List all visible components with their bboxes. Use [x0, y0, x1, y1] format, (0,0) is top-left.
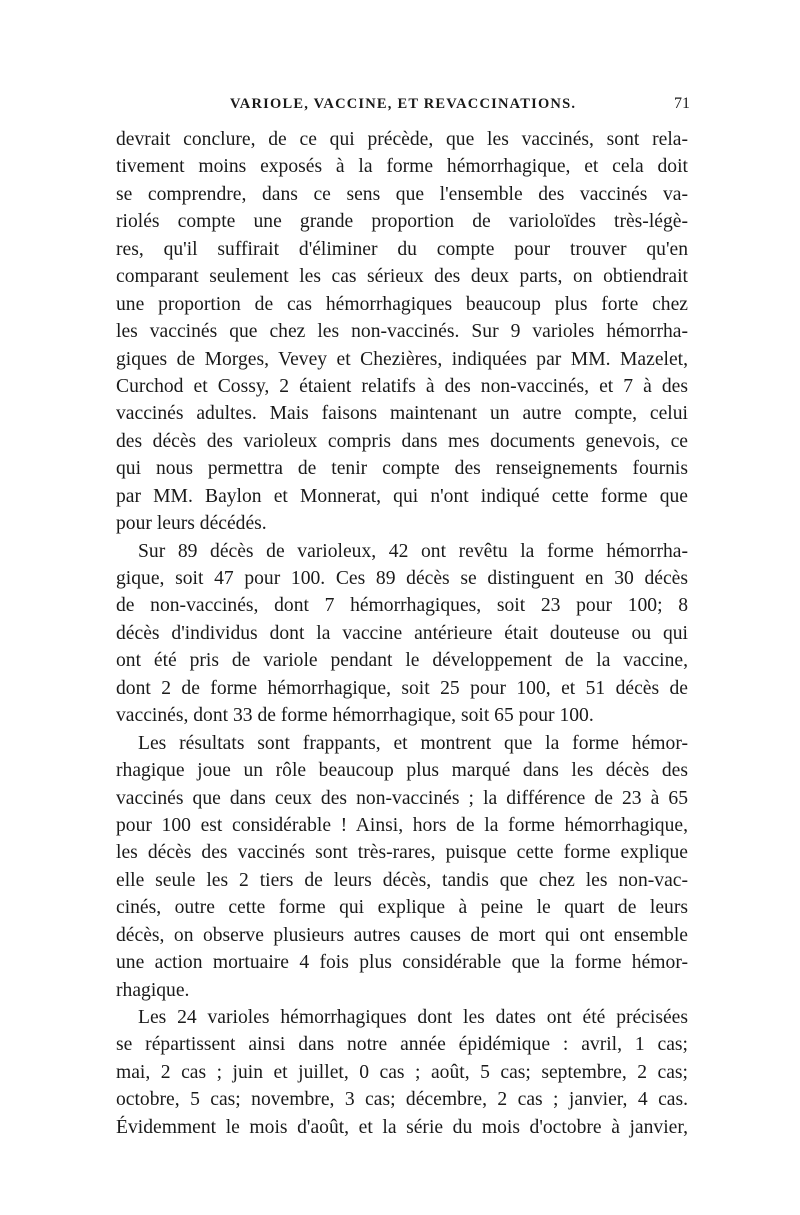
text-line: Sur 89 décès de varioleux, 42 ont revêtu la forme hémorrha-	[138, 540, 688, 562]
page-number: 71	[674, 95, 690, 112]
text-line: vaccinés adultes. Mais faisons maintenant un autre compte, celui	[116, 403, 688, 425]
text-line: de non-vaccinés, dont 7 hémorrhagiques, soit 23 pour 100; 8	[116, 595, 688, 617]
text-line: décès, on observe plusieurs autres causes de mort qui ont ensemble	[116, 924, 688, 946]
text-line: une action mortuaire 4 fois plus considérable que la forme hémor-	[116, 952, 688, 974]
text-line: mai, 2 cas ; juin et juillet, 0 cas ; août, 5 cas; septembre, 2 cas;	[116, 1061, 688, 1083]
text-line: rhagique.	[116, 979, 190, 1001]
text-line: ont été pris de variole pendant le développement de la vaccine,	[116, 650, 688, 672]
text-line: les décès des vaccinés sont très-rares, puisque cette forme explique	[116, 842, 688, 864]
text-line: se comprendre, dans ce sens que l'ensemble des vaccinés va-	[116, 183, 688, 205]
running-head	[116, 96, 688, 126]
text-line: par MM. Baylon et Monnerat, qui n'ont indiqué cette forme que	[116, 485, 688, 507]
text-line: comparant seulement les cas sérieux des deux parts, on obtiendrait	[116, 266, 688, 288]
text-line: riolés compte une grande proportion de varioloïdes très-légè-	[116, 211, 688, 233]
text-line: Évidemment le mois d'août, et la série du mois d'octobre à janvier,	[116, 1116, 688, 1138]
text-line: gique, soit 47 pour 100. Ces 89 décès se distinguent en 30 décès	[116, 568, 688, 589]
paragraph-2	[116, 538, 688, 730]
paragraph-1	[116, 126, 688, 538]
text-line: qui nous permettra de tenir compte des renseignements fournis	[116, 458, 688, 480]
text-line: pour 100 est considérable ! Ainsi, hors de la forme hémorrhagique,	[116, 814, 688, 836]
text-line: les vaccinés que chez les non-vaccinés. Sur 9 varioles hémorrha-	[116, 321, 688, 343]
body-text	[116, 126, 688, 1141]
text-line: rhagique joue un rôle beaucoup plus marqué dans les décès des	[116, 760, 688, 782]
text-line: res, qu'il suffirait d'éliminer du compte pour trouver qu'en	[116, 238, 688, 260]
text-line: vaccinés que dans ceux des non-vaccinés ; la différence de 23 à 65	[116, 787, 688, 809]
text-line: devrait conclure, de ce qui précède, que les vaccinés, sont rela-	[116, 129, 688, 150]
text-line: dont 2 de forme hémorrhagique, soit 25 pour 100, et 51 décès de	[116, 677, 688, 699]
paragraph-4	[116, 1004, 688, 1141]
text-line: des décès des varioleux compris dans mes documents genevois, ce	[116, 430, 688, 452]
text-line: décès d'individus dont la vaccine antérieure était douteuse ou qui	[116, 622, 688, 644]
text-line: Les 24 varioles hémorrhagiques dont les dates ont été précisées	[138, 1007, 688, 1028]
text-line: Curchod et Cossy, 2 étaient relatifs à des non-vaccinés, et 7 à des	[116, 375, 688, 397]
text-line: se répartissent ainsi dans notre année épidémique : avril, 1 cas;	[116, 1034, 688, 1056]
text-line: Les résultats sont frappants, et montrent que la forme hémor-	[138, 732, 688, 754]
book-page	[116, 96, 688, 1141]
text-line: giques de Morges, Vevey et Chezières, indiquées par MM. Mazelet,	[116, 348, 688, 370]
text-line: elle seule les 2 tiers de leurs décès, tandis que chez les non-vac-	[116, 869, 688, 891]
running-title: VARIOLE, VACCINE, ET REVACCINATIONS.	[230, 96, 577, 112]
text-line: cinés, outre cette forme qui explique à peine le quart de leurs	[116, 897, 688, 919]
paragraph-3	[116, 730, 688, 1004]
text-line: octobre, 5 cas; novembre, 3 cas; décembre, 2 cas ; janvier, 4 cas.	[116, 1089, 688, 1111]
text-line: pour leurs décédés.	[116, 513, 267, 535]
text-line: une proportion de cas hémorrhagiques beaucoup plus forte chez	[116, 293, 688, 315]
text-line: tivement moins exposés à la forme hémorrhagique, et cela doit	[116, 156, 688, 178]
text-line: vaccinés, dont 33 de forme hémorrhagique, soit 65 pour 100.	[116, 705, 594, 727]
